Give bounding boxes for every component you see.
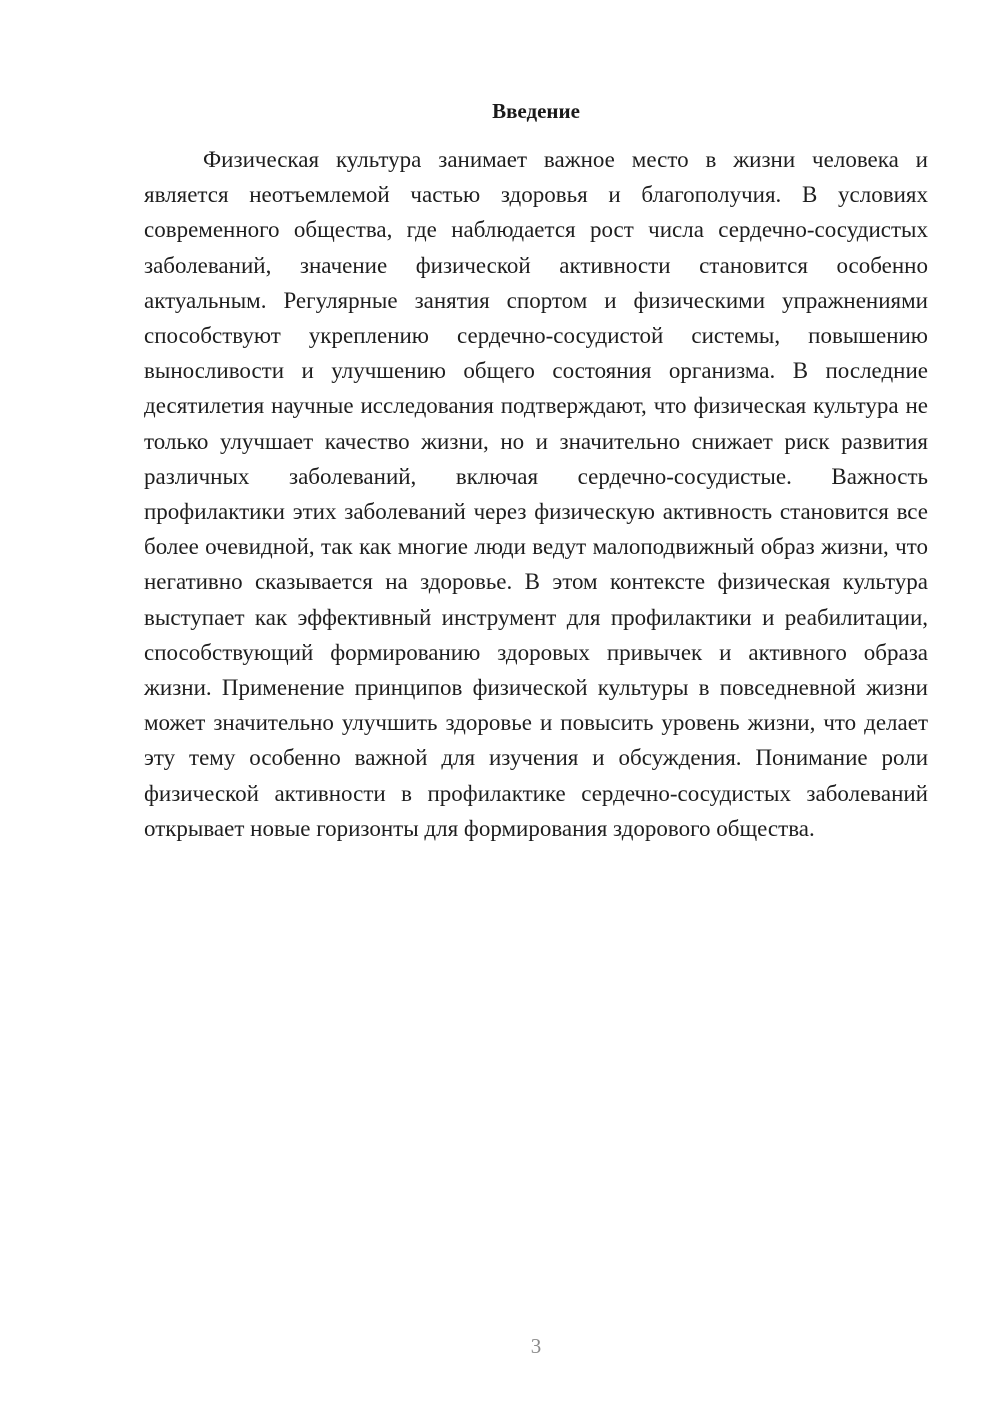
- body-paragraph: Физическая культура занимает важное место в жизни человека и является неотъемлемой частью здоровья и благополучия. В условиях современного общества, где наблюдается рост числа сердечно-сосудистых заболеваний, значение физической активности становится особенно актуальным. Регулярные занятия спортом и физическими упражнениями способствуют укреплению сердечно-сосудистой системы, повышению выносливости и улучшению общего состояния организма. В последние десятилетия научные исследования подтверждают, что физическая культура не только улучшает качество жизни, но и значительно снижает риск развития различных заболеваний, включая сердечно-сосудистые. Важность профилактики этих заболеваний через физическую активность становится все более очевидной, так как многие люди ведут малоподвижный образ жизни, что негативно сказывается на здоровье. В этом контексте физическая культура выступает как эффективный инструмент для профилактики и реабилитации, способствующий формированию здоровых привычек и активного образа жизни. Применение принципов физической культуры в повседневной жизни может значительно улучшить здоровье и повысить уровень жизни, что делает эту тему особенно важной для изучения и обсуждения. Понимание роли физической активности в профилактике сердечно-сосудистых заболеваний открывает новые горизонты для формирования здорового общества.: [144, 147, 928, 841]
- section-heading: Введение: [492, 99, 580, 123]
- page-number: 3: [530, 1334, 542, 1358]
